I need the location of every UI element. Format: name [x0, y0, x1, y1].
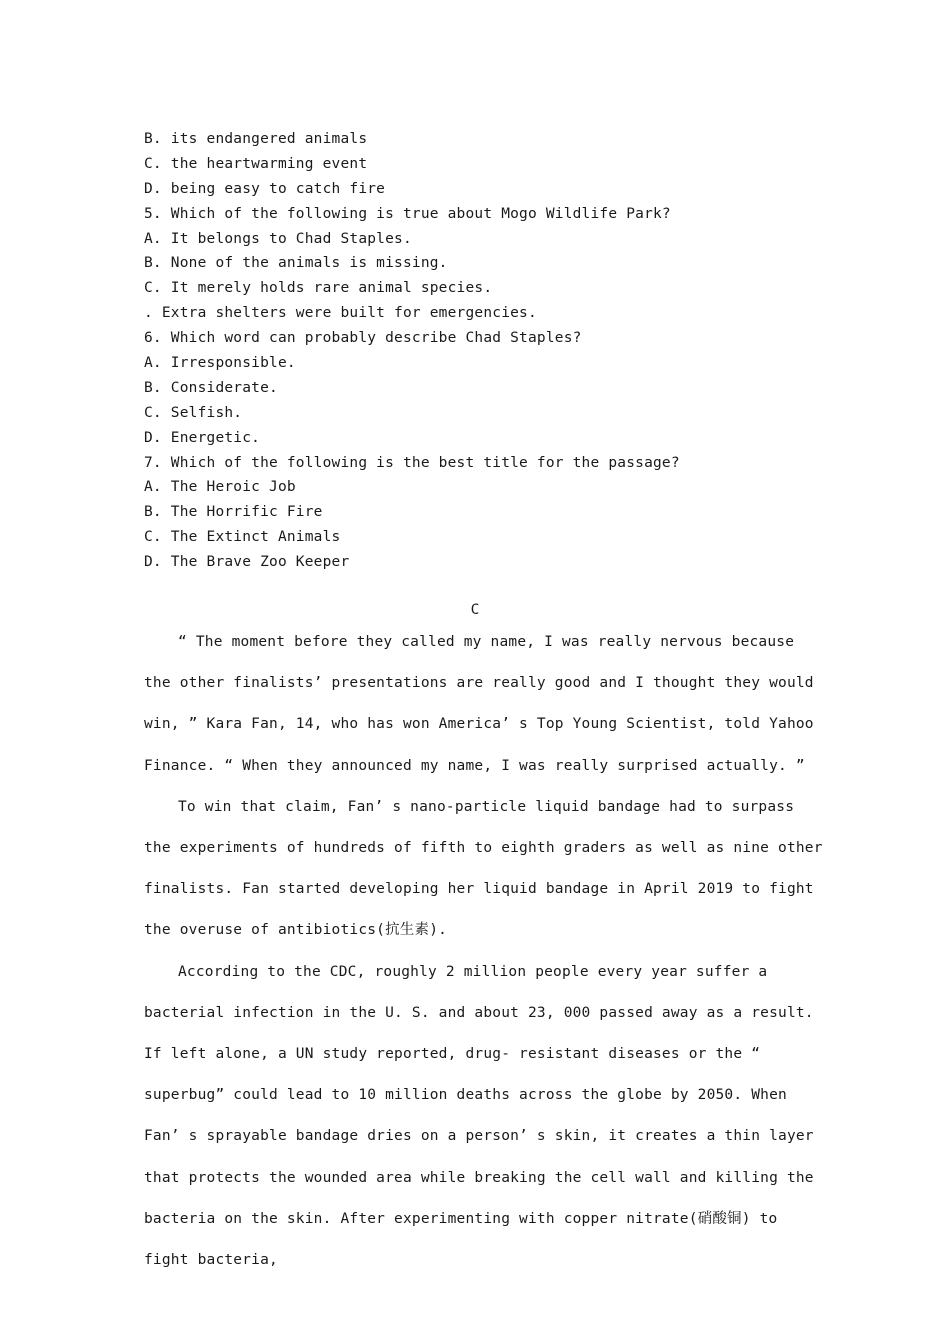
- question-line: B. None of the animals is missing.: [144, 255, 448, 272]
- question-stem: 5. Which of the following is true about Mogo Wildlife Park?: [144, 205, 671, 222]
- section-heading: C: [470, 602, 480, 618]
- question-line: C. Selfish.: [144, 404, 243, 421]
- question-line: B. The Horrific Fire: [144, 504, 323, 521]
- question-line: B. Considerate.: [144, 379, 278, 396]
- question-line: A. The Heroic Job: [144, 479, 296, 496]
- question-line: C. The Extinct Animals: [144, 529, 341, 546]
- question-line: A. Irresponsible.: [144, 355, 296, 372]
- passage-paragraph: To win that claim, Fan’ s nano-particle liquid bandage had to surpass the experiments of hundreds of fifth to eighth graders as well as nine other finalists. Fan started developing her liquid bandage in April 2019 to fight the overuse of antibiotics(抗生素).: [144, 798, 823, 939]
- question-line: A. It belongs to Chad Staples.: [144, 230, 412, 247]
- question-line: C. It merely holds rare animal species.: [144, 280, 493, 297]
- question-line: D. Energetic.: [144, 429, 261, 446]
- question-line: D. being easy to catch fire: [144, 180, 386, 197]
- question-stem: 7. Which of the following is the best title for the passage?: [144, 454, 680, 471]
- question-line: B. its endangered animals: [144, 131, 368, 147]
- question-line: D. The Brave Zoo Keeper: [144, 554, 350, 571]
- question-line: C. the heartwarming event: [144, 155, 368, 172]
- passage-paragraph: According to the CDC, roughly 2 million people every year suffer a bacterial infection in the U. S. and about 23, 000 passed away as a result. If left alone, a UN study reported, drug- resistant diseases or the “ superbug” could lead to 10 million deaths across the globe by 2050. When Fan’ s sprayable bandage dries on a person’ s skin, it creates a thin layer that protects the wounded area while breaking the cell wall and killing the bacteria on the skin. After experimenting with copper nitrate(硝酸铜) to fight bacteria,: [144, 963, 814, 1269]
- reading-passage: [144, 622, 824, 1281]
- question-stem: 6. Which word can probably describe Chad Staples?: [144, 330, 582, 347]
- passage-paragraph: “ The moment before they called my name, I was really nervous because the other finalists’ presentations are really good and I thought they would win, ” Kara Fan, 14, who has won America’ s Top Young Scientist, told Yahoo Finance. “ When they announced my name, I was really surprised actually. ”: [144, 634, 814, 774]
- question-options-list: [144, 127, 824, 575]
- question-line: . Extra shelters were built for emergencies.: [144, 305, 537, 322]
